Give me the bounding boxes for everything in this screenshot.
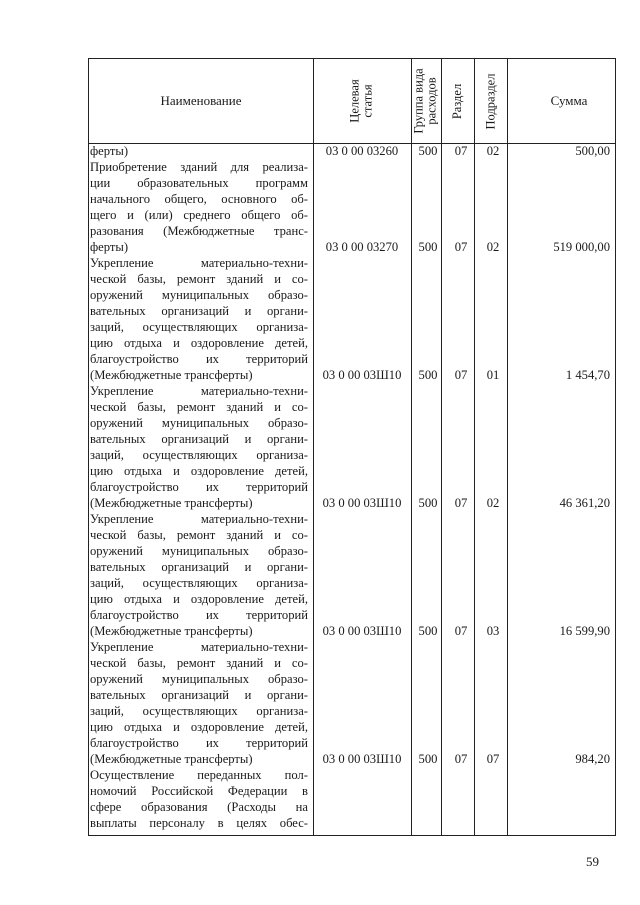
header-code	[313, 59, 411, 143]
name-line: ческой базы, ремонт зданий и со-	[90, 272, 308, 286]
name-line: выплаты персоналу в целях обес-	[90, 816, 308, 830]
row-group: 500	[418, 240, 438, 254]
column-divider	[474, 59, 475, 835]
name-line: благоустройство их территорий	[90, 608, 308, 622]
row-group: 500	[418, 752, 438, 766]
row-code: 03 0 00 03270	[325, 240, 399, 254]
name-line: (Межбюджетные трансферты)	[90, 368, 253, 382]
row-sum: 500,00	[575, 144, 610, 158]
header-group-line1: Группа вида	[412, 68, 427, 134]
row-subsection: 07	[486, 752, 500, 766]
name-line: вательных организаций и органи-	[90, 432, 308, 446]
name-line: щего и (или) среднего общего об-	[90, 208, 308, 222]
name-column	[90, 143, 308, 831]
column-divider	[441, 59, 442, 835]
row-subsection: 01	[486, 368, 500, 382]
name-line: цию отдыха и оздоровление детей,	[90, 720, 308, 734]
name-line: благоустройство их территорий	[90, 736, 308, 750]
name-line: ческой базы, ремонт зданий и со-	[90, 400, 308, 414]
column-divider	[411, 59, 412, 835]
name-line: Укрепление материально-техни-	[90, 640, 308, 654]
name-line: (Межбюджетные трансферты)	[90, 496, 253, 510]
name-line: Укрепление материально-техни-	[90, 256, 308, 270]
name-line: ферты)	[90, 144, 129, 158]
page-number: 59	[586, 854, 599, 869]
name-line: цию отдыха и оздоровление детей,	[90, 464, 308, 478]
header-subsection-label: Подраздел	[483, 73, 497, 129]
header-subsection	[474, 59, 507, 143]
row-subsection: 03	[486, 624, 500, 638]
name-line: заций, осуществляющих организа-	[90, 320, 308, 334]
row-section: 07	[454, 240, 468, 254]
row-sum: 519 000,00	[553, 240, 610, 254]
name-line: начального общего, основного об-	[90, 192, 308, 206]
row-sum: 46 361,20	[559, 496, 610, 510]
name-line: разования (Межбюджетные транс-	[90, 224, 308, 238]
header-group	[411, 59, 441, 143]
name-line: Приобретение зданий для реализа-	[90, 160, 308, 174]
name-line: ческой базы, ремонт зданий и со-	[90, 528, 308, 542]
row-code: 03 0 00 03Ш10	[322, 496, 402, 510]
name-line: заций, осуществляющих организа-	[90, 448, 308, 462]
name-line: ферты)	[90, 240, 129, 254]
column-divider	[507, 59, 508, 835]
row-code: 03 0 00 03Ш10	[322, 368, 402, 382]
name-line: вательных организаций и органи-	[90, 304, 308, 318]
name-line: цию отдыха и оздоровление детей,	[90, 336, 308, 350]
name-line: (Межбюджетные трансферты)	[90, 752, 253, 766]
row-group: 500	[418, 624, 438, 638]
name-line: оружений муниципальных образо-	[90, 672, 308, 686]
name-line: номочий Российской Федерации в	[90, 784, 308, 798]
header-code-line1: Целевая	[348, 79, 362, 123]
header-code-line2: статья	[361, 84, 375, 118]
row-sum: 1 454,70	[565, 368, 610, 382]
row-group: 500	[418, 368, 438, 382]
header-section-label: Раздел	[450, 83, 465, 119]
name-line: вательных организаций и органи-	[90, 688, 308, 702]
row-subsection: 02	[486, 144, 500, 158]
name-line: благоустройство их территорий	[90, 480, 308, 494]
name-line: благоустройство их территорий	[90, 352, 308, 366]
row-subsection: 02	[486, 496, 500, 510]
row-section: 07	[454, 368, 468, 382]
name-line: оружений муниципальных образо-	[90, 416, 308, 430]
name-line: цию отдыха и оздоровление детей,	[90, 592, 308, 606]
name-line: заций, осуществляющих организа-	[90, 704, 308, 718]
row-subsection: 02	[486, 240, 500, 254]
name-line: сфере образования (Расходы на	[90, 800, 308, 814]
name-line: вательных организаций и органи-	[90, 560, 308, 574]
row-code: 03 0 00 03260	[325, 144, 399, 158]
row-code: 03 0 00 03Ш10	[322, 624, 402, 638]
row-section: 07	[454, 624, 468, 638]
row-section: 07	[454, 144, 468, 158]
name-line: Укрепление материально-техни-	[90, 512, 308, 526]
name-line: заций, осуществляющих организа-	[90, 576, 308, 590]
row-section: 07	[454, 496, 468, 510]
name-line: ческой базы, ремонт зданий и со-	[90, 656, 308, 670]
name-line: (Межбюджетные трансферты)	[90, 624, 253, 638]
name-line: оружений муниципальных образо-	[90, 288, 308, 302]
header-section	[441, 59, 474, 143]
row-group: 500	[418, 144, 438, 158]
header-sum: Сумма	[550, 93, 588, 108]
row-sum: 984,20	[575, 752, 610, 766]
header-group-line2: расходов	[425, 77, 440, 125]
row-section: 07	[454, 752, 468, 766]
name-line: Укрепление материально-техни-	[90, 384, 308, 398]
row-group: 500	[418, 496, 438, 510]
column-divider	[313, 59, 314, 835]
header-name: Наименование	[160, 93, 242, 108]
row-code: 03 0 00 03Ш10	[322, 752, 402, 766]
name-line: ции образовательных программ	[90, 176, 308, 190]
row-sum: 16 599,90	[559, 624, 610, 638]
name-line: Осуществление переданных пол-	[90, 768, 308, 782]
name-line: оружений муниципальных образо-	[90, 544, 308, 558]
